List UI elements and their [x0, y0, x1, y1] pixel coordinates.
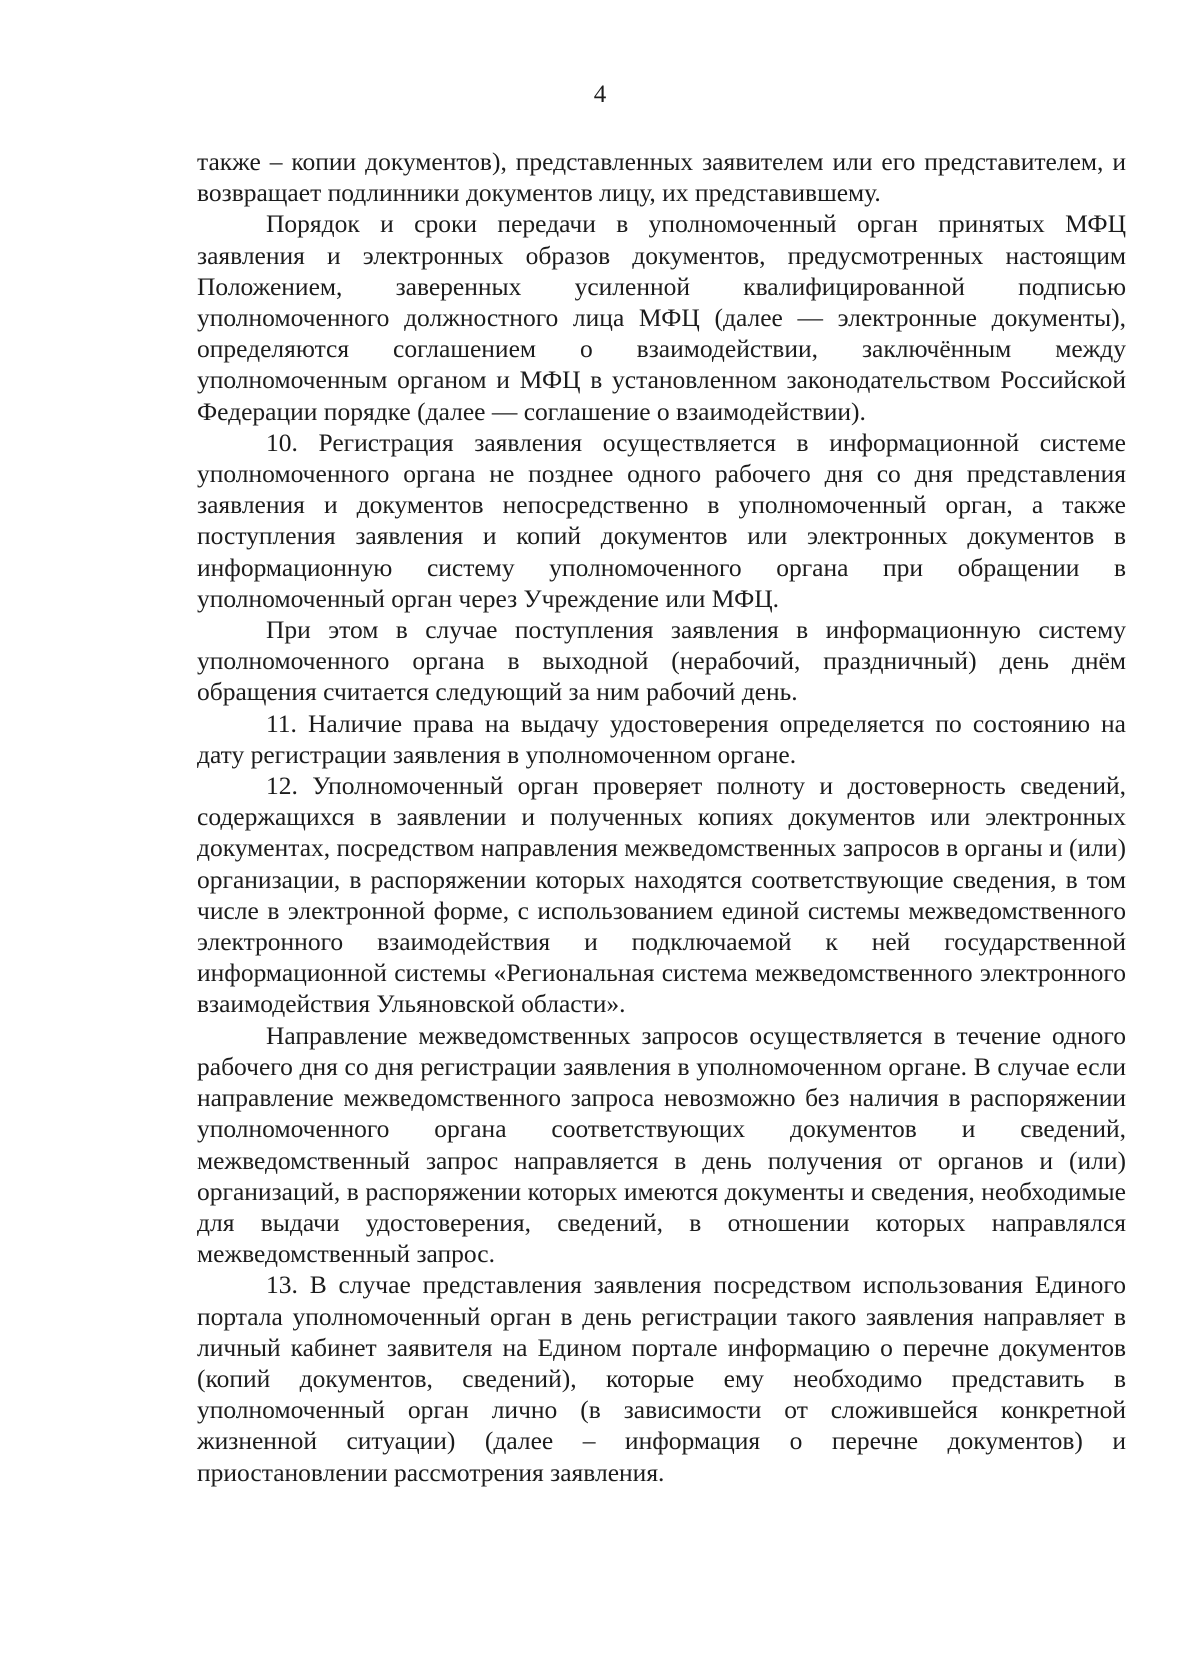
paragraph-continuation: также – копии документов), представленных заявителем или его представителем, и возвращает подлинники документов лицу, их представившему.	[197, 147, 1126, 208]
paragraph-item-11: 11. Наличие права на выдачу удостоверения определяется по состоянию на дату регистрации заявления в уполномоченном органе.	[197, 708, 1126, 769]
paragraph-interagency-requests: Направление межведомственных запросов осуществляется в течение одного рабочего дня со дня регистрации заявления в уполномоченном органе. В случае если направление межведомственного запроса невозможно без наличия в распоряжении уполномоченного органа соответствующих документов и сведений, межведомственный запрос направляется в день получения от органов и (или) организаций, в распоряжении которых имеются документы и сведения, необходимые для выдачи удостоверения, сведений, в отношении которых направлялся межведомственный запрос.	[197, 1020, 1126, 1269]
paragraph-weekend-rule: При этом в случае поступления заявления в информационную систему уполномоченного органа в выходной (нерабочий, праздничный) день днём обращения считается следующий за ним рабочий день.	[197, 615, 1126, 707]
page-number: 4	[593, 81, 607, 108]
paragraph-item-13: 13. В случае представления заявления посредством использования Единого портала уполномоченный орган в день регистрации такого заявления направляет в личный кабинет заявителя на Едином портале информацию о перечне документов (копий документов, сведений), которые ему необходимо представить в уполномоченный орган лично (в зависимости от сложившейся конкретной жизненной ситуации) (далее – информация о перечне документов) и приостановлении рассмотрения заявления.	[197, 1270, 1126, 1487]
paragraph-item-10: 10. Регистрация заявления осуществляется в информационной системе уполномоченного органа не позднее одного рабочего дня со дня представления заявления и документов непосредственно в уполномоченный орган, а также поступления заявления и копий документов или электронных документов в информационную систему уполномоченного органа при обращении в уполномоченный орган через Учреждение или МФЦ.	[197, 427, 1126, 613]
paragraph-transfer-procedure: Порядок и сроки передачи в уполномоченный орган принятых МФЦ заявления и электронных образов документов, предусмотренных настоящим Положением, заверенных усиленной квалифицированной подписью уполномоченного должностного лица МФЦ (далее — электронные документы), определяются соглашением о взаимодействии, заключённым между уполномоченным органом и МФЦ в установленном законодательством Российской Федерации порядке (далее — соглашение о взаимодействии).	[197, 209, 1126, 426]
document-body	[197, 146, 1126, 1488]
paragraph-item-12: 12. Уполномоченный орган проверяет полноту и достоверность сведений, содержащихся в заявлении и полученных копиях документов или электронных документах, посредством направления межведомственных запросов в органы и (или) организации, в распоряжении которых находятся соответствующие сведения, в том числе в электронной форме, с использованием единой системы межведомственного электронного взаимодействия и подключаемой к ней государственной информационной системы «Региональная система межведомственного электронного взаимодействия Ульяновской области».	[197, 771, 1126, 1019]
